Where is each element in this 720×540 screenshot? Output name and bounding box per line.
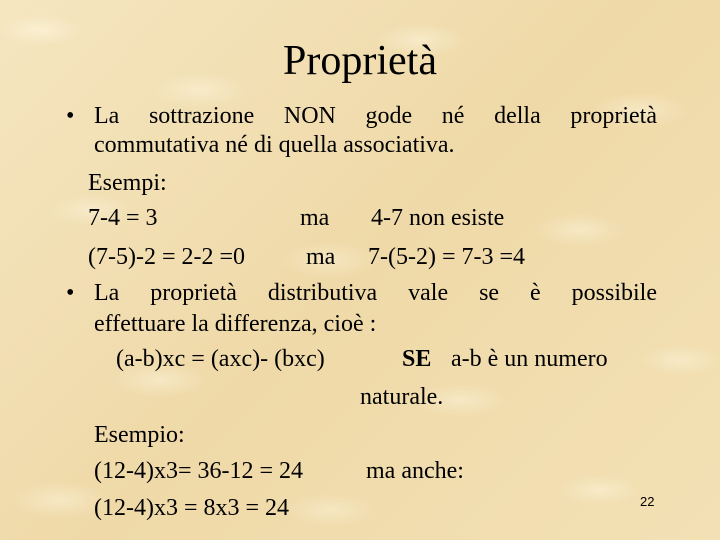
slide-title: Proprietà <box>283 38 437 84</box>
example2-row1: (12-4)x3= 36-12 = 24 <box>94 458 304 484</box>
example2-row1-note: ma anche: <box>366 458 464 484</box>
slide-number: 22 <box>640 494 655 509</box>
example-row2-left: (7-5)-2 = 2-2 =0 <box>88 244 246 270</box>
bullet-icon: • <box>66 103 75 129</box>
bullet1-line2: commutativa né di quella associativa. <box>94 132 455 158</box>
condition-continuation: naturale. <box>360 384 444 410</box>
example-row1-right: 4-7 non esiste <box>371 205 505 231</box>
example2-label: Esempio: <box>94 422 185 448</box>
example-row1-left: 7-4 = 3 <box>88 205 158 231</box>
example-row1-ma: ma <box>300 205 330 231</box>
condition-text: a-b è un numero <box>451 346 608 372</box>
bullet1-line1: La sottrazione NON gode né della proprietà <box>94 103 657 129</box>
distributive-formula: (a-b)xc = (axc)- (bxc) <box>116 346 325 372</box>
example-row2-ma: ma <box>306 244 336 270</box>
condition-keyword: SE <box>402 346 432 372</box>
examples-label: Esempi: <box>88 170 167 196</box>
bullet2-line2: effettuare la differenza, cioè : <box>94 311 377 337</box>
bullet-icon: • <box>66 280 75 306</box>
example-row2-right: 7-(5-2) = 7-3 =4 <box>368 244 526 270</box>
bullet2-line1: La proprietà distributiva vale se è possibile <box>94 280 657 306</box>
example2-row2: (12-4)x3 = 8x3 = 24 <box>94 495 290 521</box>
